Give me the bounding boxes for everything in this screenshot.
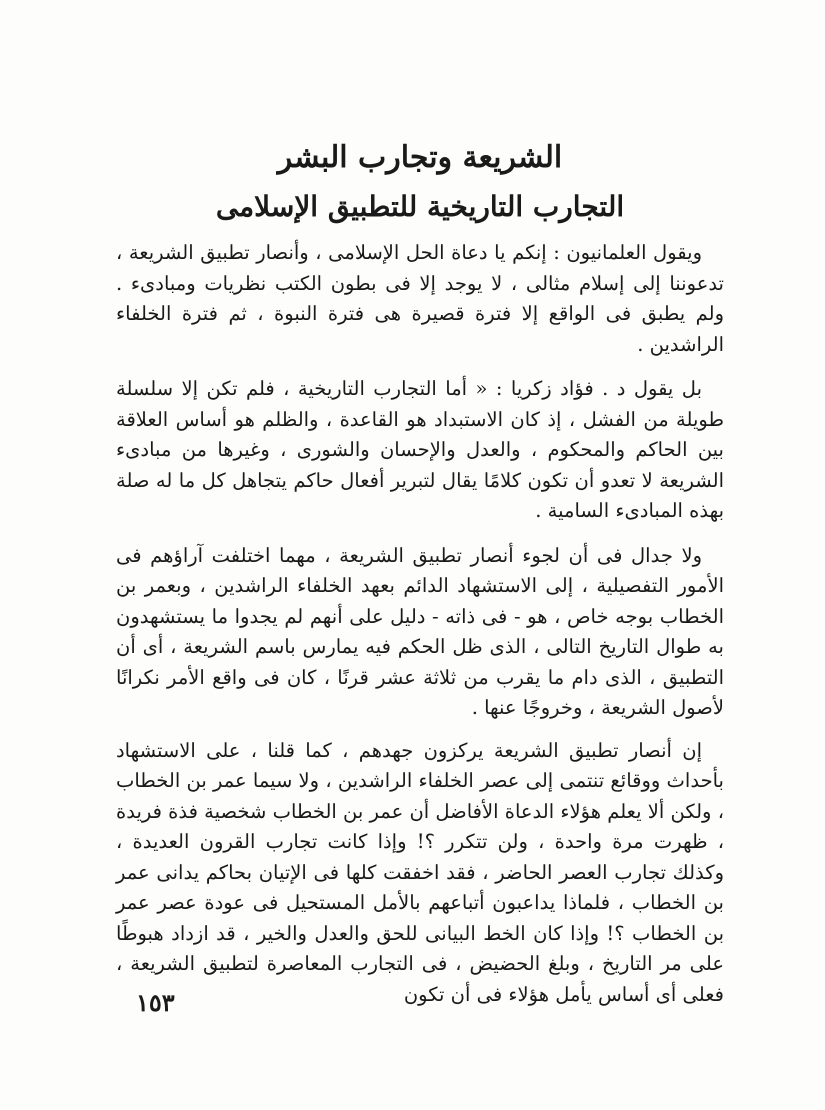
paragraph: ولا جدال فى أن لجوء أنصار تطبيق الشريعة ، مهما اختلفت آراؤهم فى الأمور التفصيلية ، إلى الاستشهاد الدائم بعهد الخلفاء الراشدين ، وبعمر بن الخطاب بوجه خاص ، هو - فى ذاته - دليل على أنهم لم يجدوا ما يستشهدون به طوال التاريخ التالى ، الذى ظل الحكم فيه يمارس باسم الشريعة ، أى أن التطبيق ، الذى دام ما يقرب من ثلاثة عشر قرنًا ، كان فى واقع الأمر نكرانًا لأصول الشريعة ، وخروجًا عنها . bbox=[116, 543, 724, 719]
page-number: ١٥٣ bbox=[136, 988, 175, 1017]
body-text bbox=[116, 238, 724, 1024]
paragraph: ويقول العلمانيون : إنكم يا دعاة الحل الإسلامى ، وأنصار تطبيق الشريعة ، تدعوننا إلى إسلام مثالى ، لا يوجد إلا فى بطون الكتب نظريات ومبادىء . ولم يطبق فى الواقع إلا فترة قصيرة هى فترة النبوة ، ثم فترة الخلفاء الراشدين . bbox=[116, 241, 724, 356]
paragraph: بل يقول د . فؤاد زكريا : « أما التجارب التاريخية ، فلم تكن إلا سلسلة طويلة من الفشل ، إذ كان الاستبداد هو القاعدة ، والظلم هو أساس العلاقة بين الحاكم والمحكوم ، والعدل والإحسان والشورى ، وغيرها من مبادىء الشريعة لا تعدو أن تكون كلامًا يقال لتبرير أفعال حاكم يتجاهل كل ما له صلة بهذه المبادىء السامية . bbox=[116, 377, 724, 522]
page-subtitle: التجارب التاريخية للتطبيق الإسلامى bbox=[215, 190, 625, 223]
paragraph: إن أنصار تطبيق الشريعة يركزون جهدهم ، كما قلنا ، على الاستشهاد بأحداث ووقائع تنتمى إلى عصر الخلفاء الراشدين ، ولا سيما عمر بن الخطاب ، ولكن ألا يعلم هؤلاء الدعاة الأفاضل أن عمر بن الخطاب شخصية فذة فريدة ، ظهرت مرة واحدة ، ولن تتكرر ؟! وإذا كانت تجارب القرون العديدة ، وكذلك تجارب العصر الحاضر ، فقد اخفقت كلها فى الإتيان بحاكم يدانى عمر بن الخطاب ، فلماذا يداعبون أتباعهم بالأمل المستحيل فى عودة عصر عمر بن الخطاب ؟! وإذا كان الخط البيانى للحق والعدل والخير ، قد ازداد هبوطًا على مر التاريخ ، وبلغ الحضيض ، فى التجارب المعاصرة لتطبيق الشريعة ، فعلى أى أساس يأمل هؤلاء فى أن تكون bbox=[116, 738, 724, 1006]
page-title: الشريعة وتجارب البشر bbox=[277, 140, 563, 175]
